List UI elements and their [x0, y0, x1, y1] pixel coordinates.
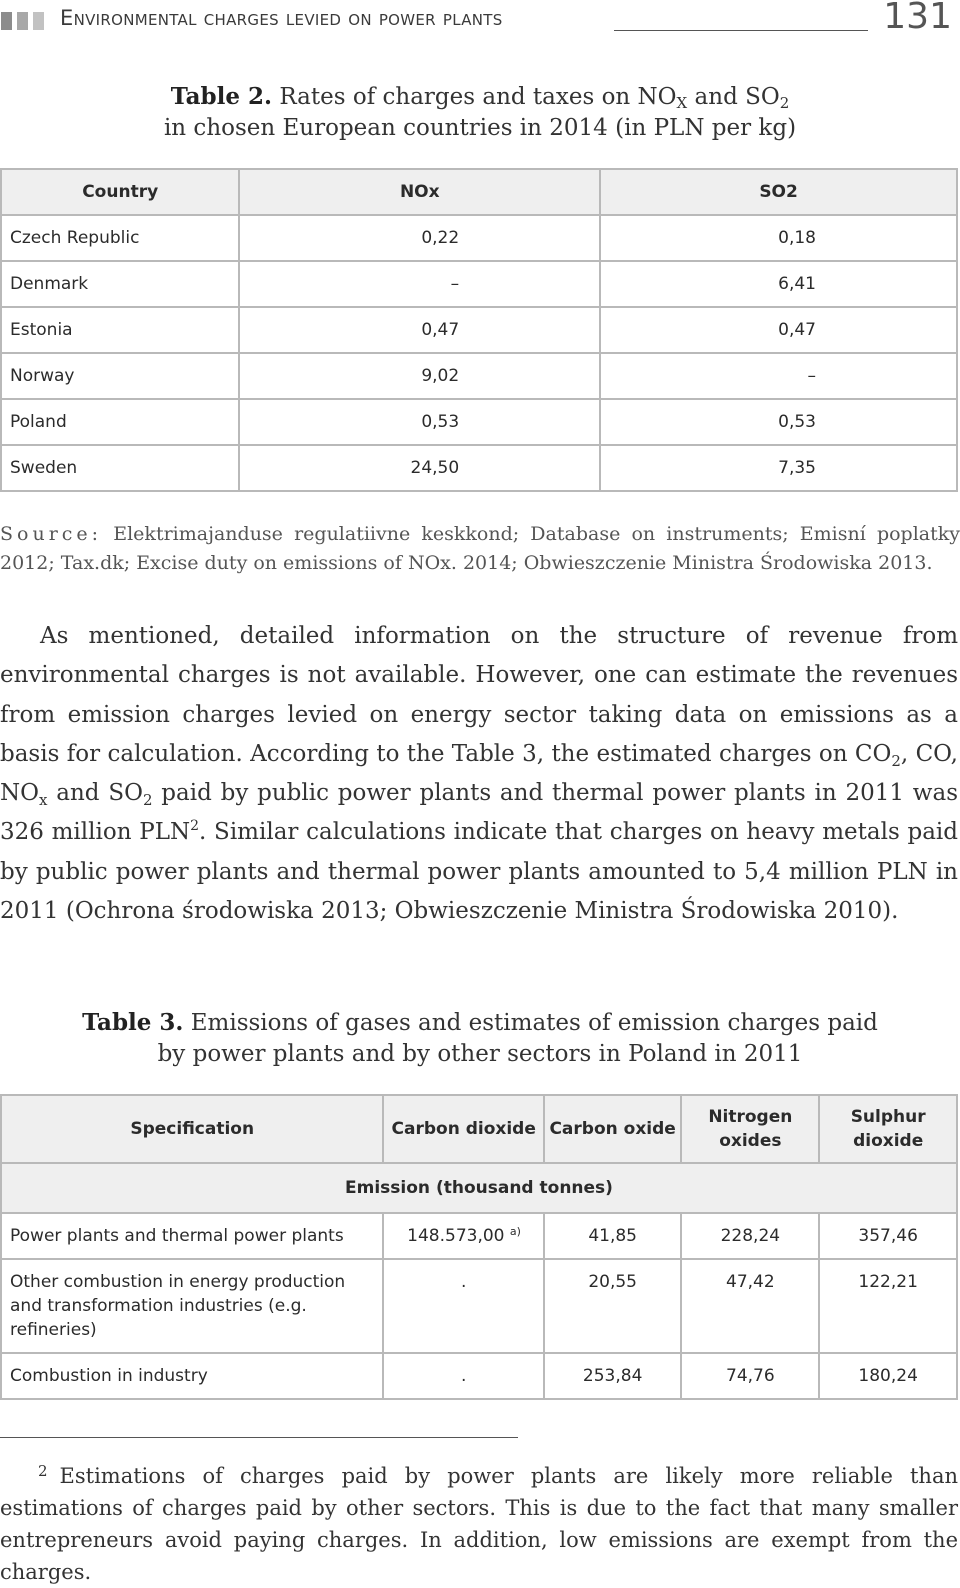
table-row	[1, 353, 957, 399]
column-header: Carbon oxide	[544, 1095, 681, 1163]
paragraph-text: and SO	[47, 780, 143, 807]
paragraph-text: , CO, NO	[0, 740, 958, 807]
column-header: Country	[1, 169, 239, 215]
so2-cell: 357,46	[819, 1213, 957, 1259]
paragraph-text: As mentioned, detailed information on the structure of revenue from environmental charges is not available. However, one can estimate the revenues from emission charges levied on energy sector taking data on emissions as a basis for calculation. According to the Table 3, the estimated charges on CO	[0, 623, 958, 767]
so2-cell: 122,21	[819, 1259, 957, 1353]
table2-title-line2: in chosen European countries in 2014 (in PLN per kg)	[163, 115, 797, 141]
subscript: 2	[891, 751, 901, 770]
note-marker: a)	[509, 1225, 521, 1238]
table-row	[1, 445, 957, 491]
nox-cell: 47,42	[681, 1259, 819, 1353]
specification-cell: Power plants and thermal power plants	[1, 1213, 383, 1259]
emission-subheader: Emission (thousand tonnes)	[1, 1163, 957, 1213]
so2-cell: –	[600, 353, 957, 399]
paragraph-text: paid by public power plants and thermal power plants in 2011 was 326 million PLN	[0, 780, 958, 846]
header-square-icon	[1, 12, 12, 30]
footnote-marker: 2	[38, 1462, 48, 1480]
source-text: Elektrimajanduse regulatiivne keskkond; Database on instruments; Emisní poplatky 2012; Tax.dk; Excise duty on emissions of NOx. 2014; Obwieszczenie Ministra Środowiska 2013.	[0, 523, 960, 574]
table2-title-sub: 2	[779, 94, 790, 112]
column-header: Carbon dioxide	[383, 1095, 543, 1163]
co2-cell: .	[383, 1353, 543, 1399]
column-header: SO2	[600, 169, 957, 215]
table3-title-line1: Emissions of gases and estimates of emission charges paid	[190, 1010, 878, 1036]
nox-cell: –	[239, 261, 600, 307]
table2-title-sub: X	[676, 94, 688, 112]
co-cell: 41,85	[544, 1213, 681, 1259]
header-square-icon	[17, 12, 28, 30]
paragraph	[0, 617, 958, 931]
table-row	[1, 1259, 957, 1353]
running-title: Environmental charges levied on power plants	[60, 6, 503, 30]
header-rule	[614, 30, 868, 31]
country-cell: Sweden	[1, 445, 239, 491]
nox-cell: 228,24	[681, 1213, 819, 1259]
table3-label: Table 3.	[82, 1009, 184, 1036]
table-row	[1, 215, 957, 261]
table2-source	[0, 520, 960, 578]
co2-cell: .	[383, 1259, 543, 1353]
footnote-text: Estimations of charges paid by power plants are likely more reliable than estimations of charges paid by other sectors. This is due to the fact that many smaller entrepreneurs avoid paying charges. In addition, low emissions are exempt from the charges.	[0, 1464, 958, 1584]
country-cell: Estonia	[1, 307, 239, 353]
footnote	[0, 1460, 958, 1588]
column-header: Nitrogen oxides	[681, 1095, 819, 1163]
specification-cell: Other combustion in energy production and transformation industries (e.g. refineries)	[1, 1259, 383, 1353]
footnote-paragraph	[0, 1460, 958, 1588]
table3-caption	[0, 1007, 960, 1070]
table3-title-line2: by power plants and by other sectors in Poland in 2011	[157, 1041, 803, 1067]
table-row	[1, 1353, 957, 1399]
nox-cell: 0,53	[239, 399, 600, 445]
co2-value: 148.573,00	[407, 1226, 505, 1246]
country-cell: Poland	[1, 399, 239, 445]
table-header-row	[1, 1095, 957, 1163]
column-header: Sulphur dioxide	[819, 1095, 957, 1163]
co2-cell	[383, 1213, 543, 1259]
so2-cell: 0,53	[600, 399, 957, 445]
table-row	[1, 307, 957, 353]
nox-cell: 9,02	[239, 353, 600, 399]
table-row	[1, 1213, 957, 1259]
page-header	[0, 0, 960, 44]
nox-cell: 24,50	[239, 445, 600, 491]
table3	[0, 1094, 958, 1400]
table-subheader-row	[1, 1163, 957, 1213]
footnote-rule	[0, 1437, 518, 1438]
so2-cell: 7,35	[600, 445, 957, 491]
nox-cell: 0,47	[239, 307, 600, 353]
header-square-icon	[33, 12, 44, 30]
country-cell: Norway	[1, 353, 239, 399]
subscript: 2	[142, 791, 153, 810]
paragraph-text: . Similar calculations indicate that charges on heavy metals paid by public power plants and thermal power plants amounted to 5,4 million PLN in 2011 (Ochrona środowiska 2013; Obwieszczenie Ministra Środowiska 2010).	[0, 819, 958, 925]
subscript: x	[38, 791, 48, 810]
table-row	[1, 261, 957, 307]
co-cell: 20,55	[544, 1259, 681, 1353]
so2-cell: 0,47	[600, 307, 957, 353]
country-cell: Czech Republic	[1, 215, 239, 261]
table2-caption	[0, 81, 960, 144]
table2	[0, 168, 958, 492]
page-number: 131	[883, 0, 952, 37]
table2-title-part: Rates of charges and taxes on NO	[279, 84, 677, 110]
column-header: Specification	[1, 1095, 383, 1163]
footnote-reference[interactable]: 2	[190, 818, 200, 835]
table-row	[1, 399, 957, 445]
nox-cell: 74,76	[681, 1353, 819, 1399]
co-cell: 253,84	[544, 1353, 681, 1399]
specification-cell: Combustion in industry	[1, 1353, 383, 1399]
table-header-row	[1, 169, 957, 215]
body-paragraph	[0, 617, 958, 931]
column-header: NOx	[239, 169, 600, 215]
so2-cell: 0,18	[600, 215, 957, 261]
country-cell: Denmark	[1, 261, 239, 307]
so2-cell: 180,24	[819, 1353, 957, 1399]
so2-cell: 6,41	[600, 261, 957, 307]
nox-cell: 0,22	[239, 215, 600, 261]
source-label: Source:	[0, 523, 103, 545]
table2-label: Table 2.	[170, 83, 273, 110]
table2-title-part: and SO	[687, 84, 780, 110]
